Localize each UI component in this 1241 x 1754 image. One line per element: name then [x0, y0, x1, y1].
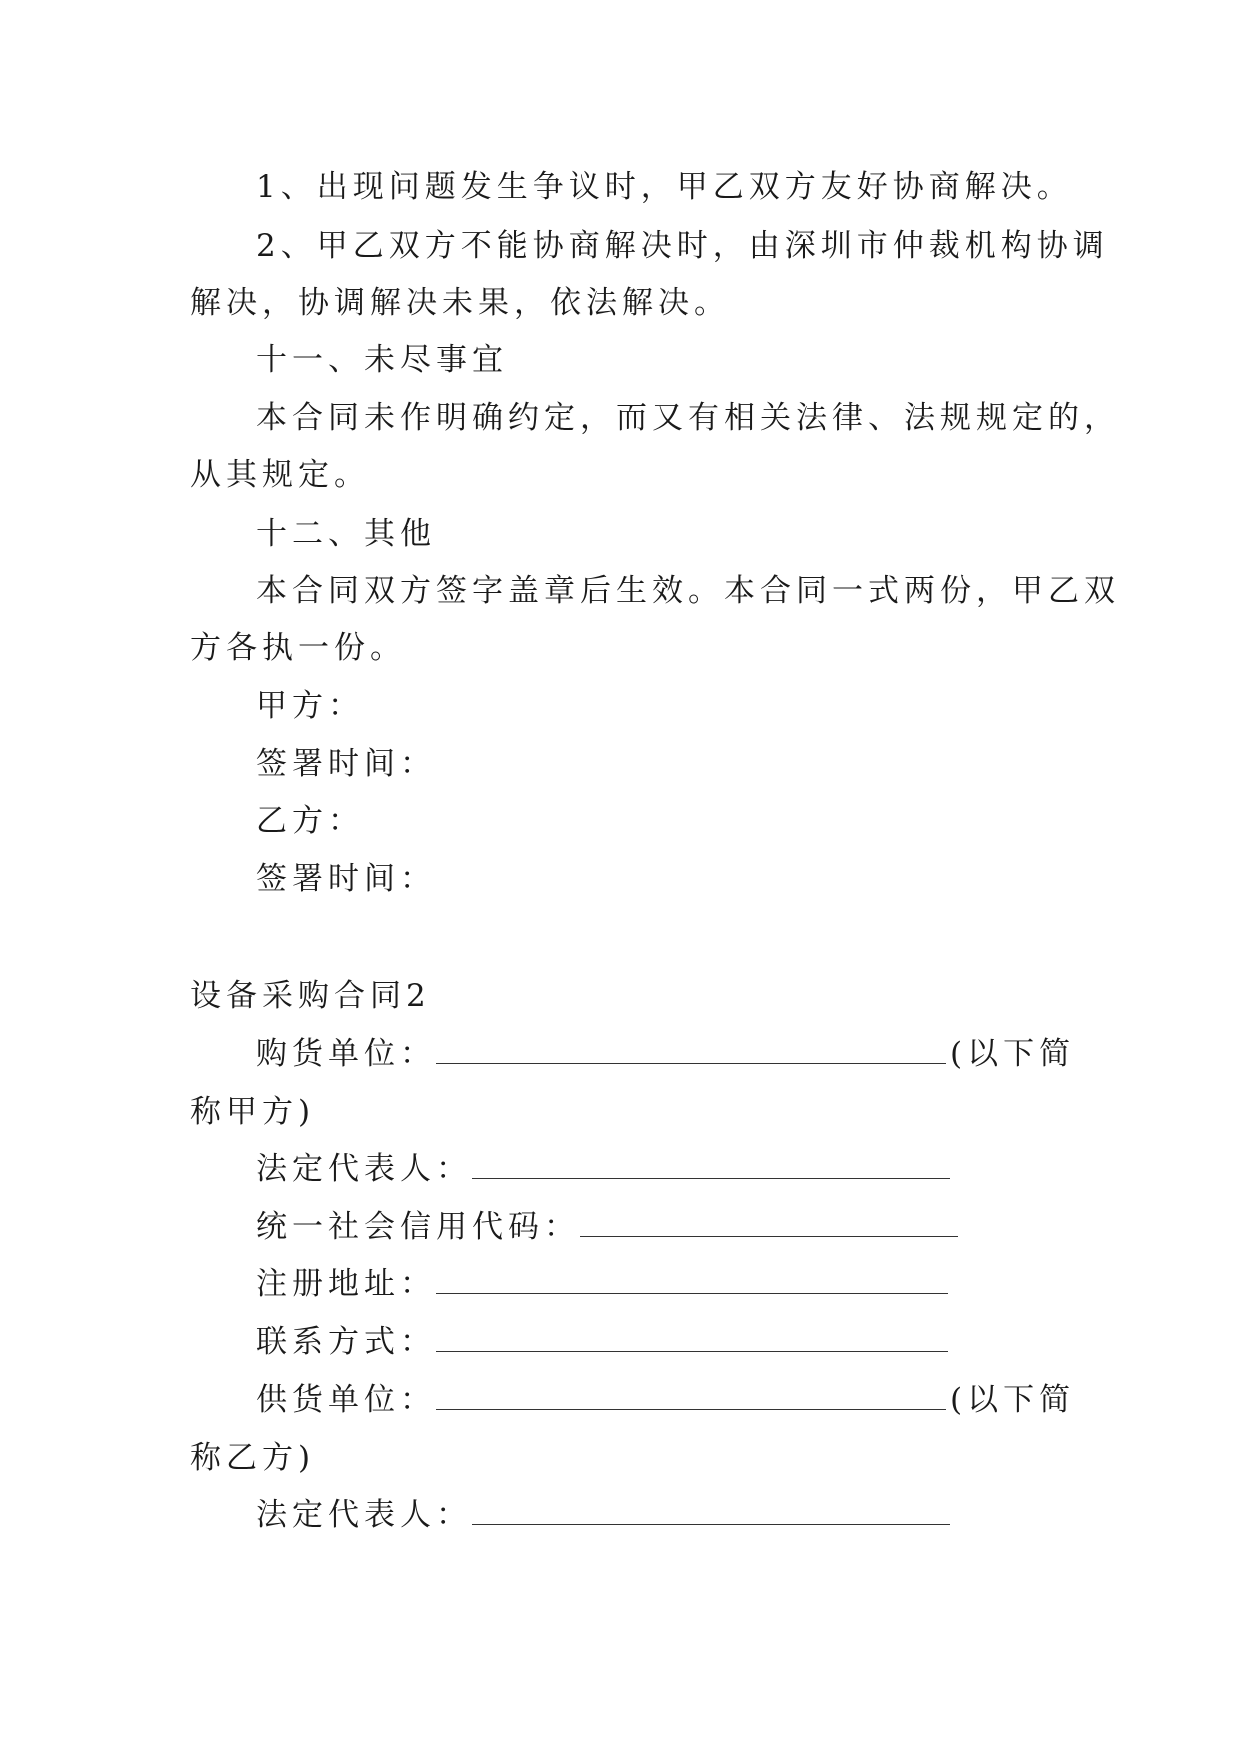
seller-legal-rep-label: 法定代表人： — [256, 1497, 472, 1533]
clause-item-2-line-2: 解决，协调解决未果，依法解决。 — [190, 285, 730, 321]
buyer-credit-code-blank[interactable] — [580, 1208, 958, 1237]
buyer-legal-rep-label: 法定代表人： — [256, 1151, 472, 1187]
clause-item-1: 1、出现问题发生争议时，甲乙双方友好协商解决。 — [256, 169, 1073, 205]
buyer-legal-rep-row — [256, 1149, 954, 1189]
party-a-label: 甲方： — [256, 688, 364, 724]
party-a-sign-time-label: 签署时间： — [256, 746, 436, 782]
buyer-credit-code-label: 统一社会信用代码： — [256, 1209, 580, 1245]
buyer-unit-blank[interactable] — [436, 1035, 946, 1064]
buyer-credit-code-row — [256, 1207, 962, 1247]
seller-unit-row — [256, 1380, 1075, 1420]
party-b-sign-time-label: 签署时间： — [256, 861, 436, 897]
section-11-paragraph-line-1: 本合同未作明确约定，而又有相关法律、法规规定的， — [256, 400, 1120, 436]
section-11-heading: 十一、未尽事宜 — [256, 342, 508, 378]
buyer-contact-row — [256, 1322, 952, 1362]
seller-unit-suffix: (以下简 — [950, 1382, 1076, 1418]
clause-item-2-line-1: 2、甲乙双方不能协商解决时，由深圳市仲裁机构协调 — [256, 228, 1109, 264]
buyer-address-label: 注册地址： — [256, 1266, 436, 1302]
buyer-unit-row — [256, 1034, 1075, 1074]
contract-2-title: 设备采购合同2 — [190, 978, 431, 1014]
seller-unit-suffix-line-2: 称乙方) — [190, 1440, 316, 1476]
seller-unit-label: 供货单位： — [256, 1382, 436, 1418]
buyer-contact-label: 联系方式： — [256, 1324, 436, 1360]
party-b-label: 乙方： — [256, 803, 364, 839]
buyer-unit-suffix-line-2: 称甲方) — [190, 1094, 316, 1130]
section-11-paragraph-line-2: 从其规定。 — [190, 457, 370, 493]
section-12-paragraph-line-1: 本合同双方签字盖章后生效。本合同一式两份，甲乙双 — [256, 573, 1120, 609]
buyer-unit-label: 购货单位： — [256, 1036, 436, 1072]
buyer-legal-rep-blank[interactable] — [472, 1150, 950, 1179]
buyer-unit-suffix: (以下简 — [950, 1036, 1076, 1072]
section-12-paragraph-line-2: 方各执一份。 — [190, 630, 406, 666]
buyer-address-blank[interactable] — [436, 1265, 948, 1294]
seller-legal-rep-blank[interactable] — [472, 1496, 950, 1525]
seller-legal-rep-row — [256, 1495, 954, 1535]
section-12-heading: 十二、其他 — [256, 516, 436, 552]
buyer-address-row — [256, 1264, 952, 1304]
seller-unit-blank[interactable] — [436, 1381, 946, 1410]
buyer-contact-blank[interactable] — [436, 1323, 948, 1352]
